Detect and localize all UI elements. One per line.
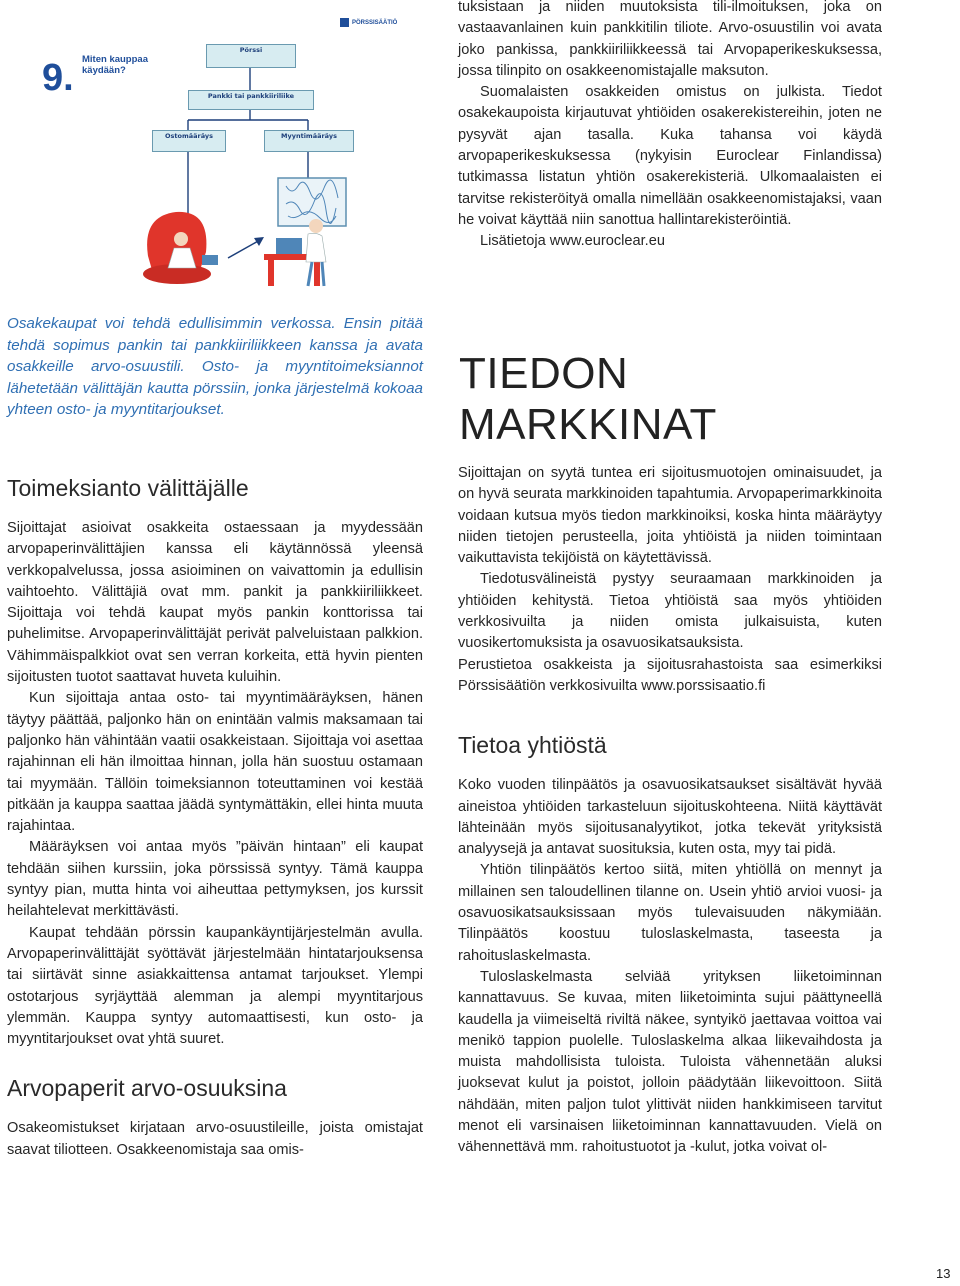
- paragraph: Kun sijoittaja antaa osto- tai myyntimääräyksen, hänen täytyy päättää, paljonko hän on enintään valmis maksamaan tai paljonko hän vähintään vaatii osakkeistaan. Sijoittaja voi asettaa rajahinnan eli hän ilmoittaa hinnan, jolla hän suostuu ostamaan tai myymään. Tällöin toimeksiannon toteuttaminen voi kestää pitkään ja kauppa saattaa jäädä syntymättäkin, ellei hinta muuta rajahintaa.: [7, 690, 423, 835]
- paragraph: Suomalaisten osakkeiden omistus on julkista. Tiedot osakekaupoista kirjautuvat yhtiöiden osakerekistereihin, joten ne pysyvät ajan tasalla. Kuka tahansa voi käydä arvopaperikeskuksessa (nykyisin Euroclear Finlandissa) tutkimassa listatun yhtiön osakerekisteriä. Ulkomaalaisten ei tarvitse rekisteröityä omalla nimellään osakkeenomistajaksi, vaan he voivat käyttää niin sanottua hallintarekisteröintiä.: [458, 84, 882, 228]
- trading-illustration: [28, 8, 414, 298]
- paragraph: tuksistaan ja niiden muutoksista tili-ilmoituksen, joka on vastaavanlainen kuin pankkitilin tiliote. Arvo-osuustilin voi avata joko pankissa, pankkiiriliikkeessä tai Arvopaperikeskuksessa, jossa tilinpito on osakkeenomistajalle maksuton.: [458, 0, 882, 79]
- heading-toimeksianto: Toimeksianto välittäjälle: [7, 475, 249, 501]
- illustration-caption: Osakekaupat voi tehdä edullisimmin verkossa. Ensin pitää tehdä sopimus pankin tai pankkiiriliikkeen kanssa ja avata osakkeille arvo-osuustili. Osto- ja myyntitoimeksiannot lähetetään välittäjän kautta pörssiin, jonka järjestelmä kokoaa yhteen osto- ja myyntitarjoukset.: [7, 315, 423, 419]
- box-exchange: Pörssi: [206, 44, 296, 68]
- left-column: [7, 474, 423, 1161]
- paragraph: Perustietoa osakkeista ja sijoitusrahastoista saa esimerkiksi Pörssisäätiön verkkosivuilta www.porssisaatio.fi: [458, 656, 882, 694]
- box-bank: Pankki tai pankkiiriliike: [188, 90, 314, 110]
- logo-text: PÖRSSISÄÄTIÖ: [352, 19, 398, 26]
- paragraph: Osakeomistukset kirjataan arvo-osuustileille, joista omistajat saavat tiliotteen. Osakkeenomistaja saa omis-: [7, 1120, 423, 1158]
- heading-arvopaperit: Arvopaperit arvo-osuuksina: [7, 1075, 287, 1102]
- section-title: [459, 348, 879, 450]
- heading-tietoa-yhtiosta: Tietoa yhtiöstä: [458, 732, 607, 759]
- box-seller: Myyntimääräys: [264, 130, 354, 152]
- paragraph: Sijoittajat asioivat osakkeita ostaessaan ja myydessään arvopaperinvälittäjien kanssa eli käytännössä yleensä verkkopalvelussa, jossa asioiminen on vaivattomin ja edullisin vaihtoehto. Välittäjiä ovat mm. pankit ja pankkiiriliikkeet. Sijoittaja voi tehdä kaupat myös pankin konttorissa tai puhelimitse. Arvopaperinvälittäjät perivät palveluistaan palkkion. Vähimmäispalkkiot ovat sen verran korkeita, että hyvin pienten sijoitusten tuotot saattavat huveta kuluihin.: [7, 520, 423, 686]
- paragraph: Koko vuoden tilinpäätös ja osavuosikatsaukset sisältävät hyvää aineistoa yhtiöiden tarkasteluun sijoituskohteena. Niitä käyttävät lähteinään myös sijoitusanalyytikot, jotka tekevät yrityksistä analyysejä ja antavat suosituksia, kuten osta, myy tai pidä.: [458, 777, 882, 858]
- right-column-main: [458, 463, 882, 1159]
- porssisaatio-logo: [340, 18, 397, 27]
- step-title: Miten kauppaa käydään?: [82, 54, 148, 76]
- right-column-top: [458, 0, 882, 253]
- paragraph: Määräyksen voi antaa myös ”päivän hintaan” eli kaupat tehdään siihen kurssiin, joka pörssissä syntyy. Tämä kauppa syntyy pian, mutta hinta voi aiheuttaa pettymyksen, jos kurssit heilahtelevat merkittävästi.: [7, 839, 423, 920]
- section-title-line: TIEDON: [459, 349, 629, 398]
- paragraph: Yhtiön tilinpäätös kertoo siitä, miten yhtiöllä on mennyt ja millainen sen taloudellinen tilanne on. Usein yhtiö arvioi vuosi- ja osavuosikatsauksissaan myös tulevaisuuden näkymiään. Tilinpäätös koostuu tuloslaskelmasta, taseesta ja rahoituslaskelmasta.: [458, 862, 882, 964]
- paragraph: Kaupat tehdään pörssin kaupankäyntijärjestelmän avulla. Arvopaperinvälittäjät syöttävät järjestelmään hintatarjouksensa tai siirtävät sinne asiakkaittensa antamat tarjoukset. Ylempi ostotarjous syrjäyttää alemman ja alempi myyntitarjous ylemmän. Kauppa syntyy automaattisesti, kun osto- ja myyntitarjoukset ovat yhtä suuret.: [7, 924, 423, 1048]
- paragraph: Lisätietoja www.euroclear.eu: [480, 233, 665, 250]
- logo-mark-icon: [340, 18, 349, 27]
- box-buyer: Ostomääräys: [152, 130, 226, 152]
- page-number: 13: [936, 1266, 951, 1281]
- paragraph: Tiedotusvälineistä pystyy seuraamaan markkinoiden ja yhtiöiden kehitystä. Tietoa yhtiöistä saa myös yhtiöiden verkkosivuilta ja niiden omista julkaisuista, kuten vuosikertomuksista ja osavuosikatsauksista.: [458, 571, 882, 652]
- paragraph: Sijoittajan on syytä tuntea eri sijoitusmuotojen ominaisuudet, ja on hyvä seurata markkinoiden tapahtumia. Arvopaperimarkkinoita voidaan kutsua myös tiedon markkinoiksi, koska hinta määräytyy niiden tietojen perusteella, joita yhtiöistä ja niiden toimintaan vaikuttavista tekijöistä on käytettävissä.: [458, 465, 882, 567]
- paragraph: Tuloslaskelmasta selviää yrityksen liiketoiminnan kannattavuus. Se kuvaa, miten liiketoiminta sujui päättyneellä kaudella ja viimeiseltä riviltä näkee, syntyikö jaettavaa voittoa vai menikö tappion puolelle. Tuloslaskelma alkaa liikevaihdosta ja muista mahdollisista tuloista. Tuloista vähennetään aluksi juoksevat kulut ja poistot, jolloin päädytään liikevoittoon. Siitä nähdään, miten paljon tulot ylittivät niiden hankkimiseen tarvitut menot eli varsinaisen liiketoiminnan kannattavuuden. Vielä on vähennettävä mm. rahoitustuotot ja -kulut, jotka voivat ol-: [458, 968, 882, 1156]
- section-title-line: MARKKINAT: [459, 400, 717, 449]
- step-number: 9.: [42, 57, 74, 99]
